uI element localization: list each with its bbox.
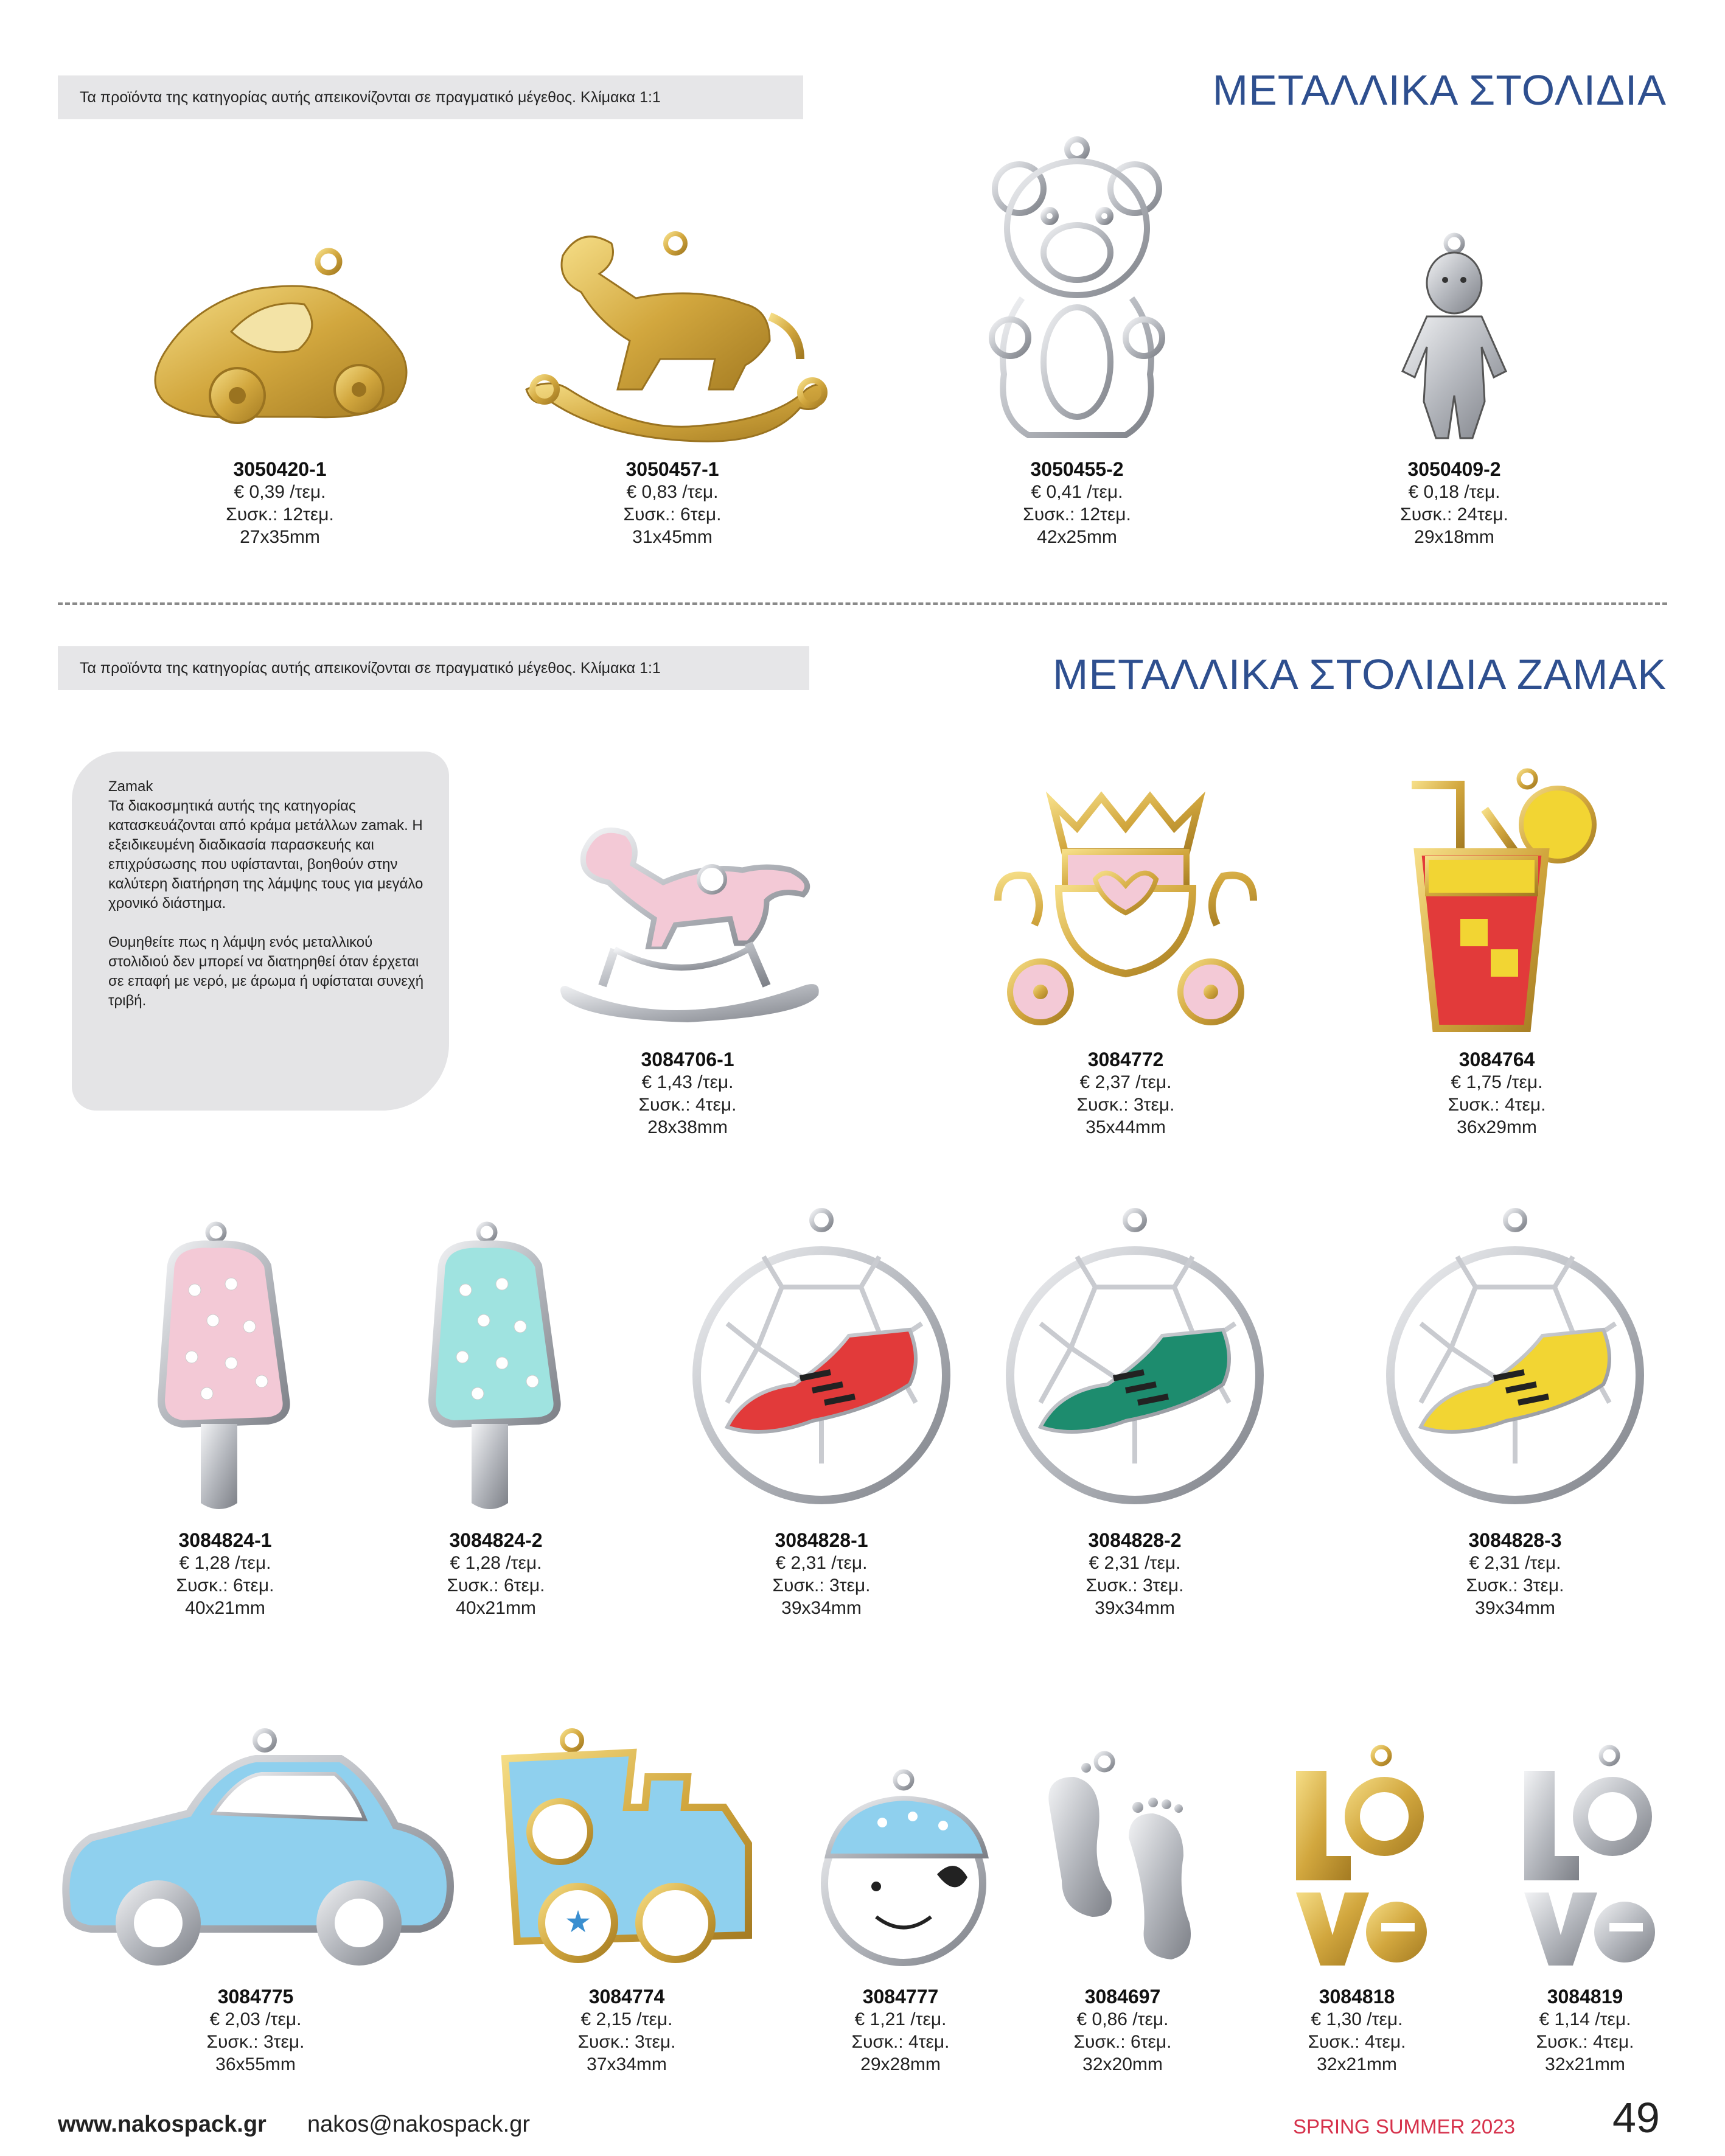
product-price: € 1,75 /τεμ. (1451, 1072, 1543, 1092)
silver-teddy-bear-charm-icon (986, 131, 1168, 450)
product-price: € 1,14 /τεμ. (1539, 2009, 1631, 2029)
product-card[interactable] (548, 803, 828, 1139)
product-code: 3084824-1 (178, 1529, 272, 1551)
product-card[interactable] (514, 207, 831, 548)
product-size: 36x29mm (1457, 1117, 1537, 1137)
product-pack: Συσκ.: 24τεμ. (1400, 504, 1508, 525)
product-code: 3084828-1 (775, 1529, 868, 1551)
product-price: € 0,18 /τεμ. (1408, 482, 1500, 502)
product-size: 31x45mm (632, 527, 713, 547)
footer-website[interactable]: www.nakospack.gr (58, 2112, 267, 2137)
product-price: € 2,31 /τεμ. (1469, 1553, 1561, 1573)
product-pack: Συσκ.: 6τεμ. (176, 1575, 274, 1596)
product-code: 3084774 (588, 1986, 665, 2008)
product-card[interactable] (1375, 761, 1619, 1139)
product-card[interactable] (481, 1722, 773, 2076)
product-size: 27x35mm (240, 527, 320, 547)
product-pack: Συσκ.: 4τεμ. (1448, 1095, 1546, 1115)
silver-boy-charm-icon (1393, 231, 1515, 450)
product-card[interactable] (995, 1202, 1275, 1619)
scale-note (58, 646, 809, 690)
product-pack: Συσκ.: 4τεμ. (638, 1095, 737, 1115)
product-code: 3084828-3 (1468, 1529, 1562, 1551)
football-green-shoe-charm-icon (1004, 1202, 1266, 1521)
scale-note-text: Τα προϊόντα της κατηγορίας αυτής απεικονίζονται σε πραγματικό μέγεθος. Κλίμακα 1:1 (80, 659, 661, 677)
product-card[interactable] (785, 1765, 1016, 2076)
product-pack: Συσκ.: 3τεμ. (1466, 1575, 1564, 1596)
product-code: 3050409-2 (1407, 458, 1501, 480)
product-price: € 2,31 /τεμ. (1089, 1553, 1181, 1573)
zamak-info-box (72, 752, 449, 1111)
feet-charm-icon (1031, 1746, 1214, 1978)
juice-glass-charm-icon (1375, 761, 1619, 1041)
mint-ice-cream-charm-icon (417, 1217, 575, 1521)
product-code: 3050457-1 (626, 458, 719, 480)
product-size: 42x25mm (1037, 527, 1117, 547)
product-price: € 1,28 /τεμ. (179, 1553, 271, 1573)
product-code: 3084824-2 (449, 1529, 543, 1551)
product-pack: Συσκ.: 3τεμ. (577, 2032, 676, 2052)
product-card[interactable] (134, 1217, 316, 1619)
silver-love-charm-icon (1512, 1740, 1658, 1978)
product-card[interactable] (986, 779, 1266, 1139)
product-size: 32x20mm (1082, 2054, 1163, 2074)
footer-season: SPRING SUMMER 2023 (1293, 2115, 1515, 2138)
product-code: 3084775 (217, 1986, 294, 2008)
product-pack: Συσκ.: 3τεμ. (772, 1575, 871, 1596)
product-price: € 2,15 /τεμ. (580, 2009, 673, 2029)
product-price: € 0,86 /τεμ. (1076, 2009, 1169, 2029)
blue-car-charm-icon (55, 1722, 456, 1978)
gold-rocking-horse-charm-icon (514, 207, 831, 450)
product-price: € 0,39 /τεμ. (234, 482, 326, 502)
product-price: € 1,28 /τεμ. (450, 1553, 542, 1573)
scale-note-text: Τα προϊόντα της κατηγορίας αυτής απεικονίζονται σε πραγματικό μέγεθος. Κλίμακα 1:1 (80, 88, 661, 106)
product-code: 3050455-2 (1030, 458, 1124, 480)
product-card[interactable] (1022, 1746, 1223, 2076)
football-yellow-shoe-charm-icon (1384, 1202, 1646, 1521)
product-code: 3050420-1 (233, 458, 327, 480)
section-title: ΜΕΤΑΛΛΙΚΑ ΣΤΟΛΙΔΙΑ (1212, 66, 1667, 114)
gold-car-charm-icon (140, 231, 420, 450)
gold-love-charm-icon (1284, 1740, 1430, 1978)
product-pack: Συσκ.: 6τεμ. (1073, 2032, 1172, 2052)
pirate-boy-charm-icon (797, 1765, 1004, 1978)
product-pack: Συσκ.: 12τεμ. (226, 504, 334, 525)
pink-rocking-horse-charm-icon (548, 803, 828, 1041)
pink-ice-cream-charm-icon (146, 1217, 304, 1521)
product-price: € 0,41 /τεμ. (1031, 482, 1123, 502)
footer-email[interactable]: nakos@nakospack.gr (307, 2112, 530, 2137)
product-pack: Συσκ.: 3τεμ. (206, 2032, 305, 2052)
section-divider (58, 602, 1667, 605)
product-size: 39x34mm (1475, 1598, 1555, 1618)
product-size: 28x38mm (647, 1117, 728, 1137)
product-code: 3084819 (1547, 1986, 1623, 2008)
product-size: 32x21mm (1317, 2054, 1397, 2074)
product-code: 3084764 (1458, 1048, 1535, 1070)
info-title: Zamak (108, 778, 153, 795)
product-size: 36x55mm (215, 2054, 296, 2074)
product-size: 29x28mm (860, 2054, 941, 2074)
product-size: 39x34mm (781, 1598, 862, 1618)
product-price: € 1,21 /τεμ. (854, 2009, 947, 2029)
product-card[interactable] (681, 1202, 961, 1619)
product-card[interactable] (405, 1217, 587, 1619)
product-pack: Συσκ.: 4τεμ. (1536, 2032, 1634, 2052)
train-charm-icon (493, 1722, 761, 1978)
info-paragraph: Τα διακοσμητικά αυτής της κατηγορίας κατασκευάζονται από κράμα μετάλλων zamak. Η εξειδικευμένη διαδικασία παρασκευής και επιχρύσωσης που υφίστανται, βοηθούν στην καλύτερη διατήρηση της λάμψης τους για μεγάλο χρονικό διάστημα. (108, 798, 423, 912)
product-size: 29x18mm (1414, 527, 1494, 547)
product-code: 3084777 (862, 1986, 939, 2008)
product-card[interactable] (955, 131, 1199, 548)
carriage-charm-icon (986, 779, 1266, 1041)
svg-text:★: ★ (564, 1904, 592, 1939)
product-size: 35x44mm (1086, 1117, 1166, 1137)
info-paragraph: Θυμηθείτε πως η λάμψη ενός μεταλλικού στολιδιού δεν μπορεί να διατηρηθεί όταν έρχεται σε επαφή με νερό, με άρωμα ή υφίσταται συνεχή τριβή. (108, 934, 424, 1009)
product-price: € 2,31 /τεμ. (775, 1553, 868, 1573)
product-size: 40x21mm (456, 1598, 536, 1618)
product-pack: Συσκ.: 12τεμ. (1023, 504, 1131, 525)
product-price: € 2,37 /τεμ. (1079, 1072, 1172, 1092)
product-code: 3084697 (1084, 1986, 1161, 2008)
product-card[interactable] (1363, 231, 1546, 548)
product-card[interactable] (55, 1722, 456, 2076)
product-size: 40x21mm (185, 1598, 265, 1618)
product-price: € 1,43 /τεμ. (641, 1072, 734, 1092)
product-code: 3084818 (1319, 1986, 1395, 2008)
product-card[interactable] (1260, 1740, 1454, 2076)
product-pack: Συσκ.: 4τεμ. (851, 2032, 950, 2052)
product-size: 32x21mm (1545, 2054, 1625, 2074)
product-price: € 1,30 /τεμ. (1311, 2009, 1403, 2029)
product-price: € 0,83 /τεμ. (626, 482, 719, 502)
football-red-shoe-charm-icon (691, 1202, 952, 1521)
page-number: 49 (1612, 2094, 1660, 2141)
product-price: € 2,03 /τεμ. (209, 2009, 302, 2029)
section-title: ΜΕΤΑΛΛΙΚΑ ΣΤΟΛΙΔΙΑ ΖΑΜΑΚ (1053, 651, 1667, 698)
product-pack: Συσκ.: 3τεμ. (1086, 1575, 1184, 1596)
product-card[interactable] (1375, 1202, 1655, 1619)
product-size: 37x34mm (587, 2054, 667, 2074)
product-code: 3084828-2 (1088, 1529, 1182, 1551)
product-pack: Συσκ.: 4τεμ. (1308, 2032, 1406, 2052)
product-pack: Συσκ.: 3τεμ. (1076, 1095, 1175, 1115)
product-pack: Συσκ.: 6τεμ. (447, 1575, 545, 1596)
product-card[interactable] (1488, 1740, 1682, 2076)
scale-note (58, 75, 803, 119)
product-size: 39x34mm (1095, 1598, 1175, 1618)
product-code: 3084706-1 (641, 1048, 734, 1070)
product-code: 3084772 (1087, 1048, 1164, 1070)
product-pack: Συσκ.: 6τεμ. (623, 504, 722, 525)
product-card[interactable] (140, 231, 420, 548)
